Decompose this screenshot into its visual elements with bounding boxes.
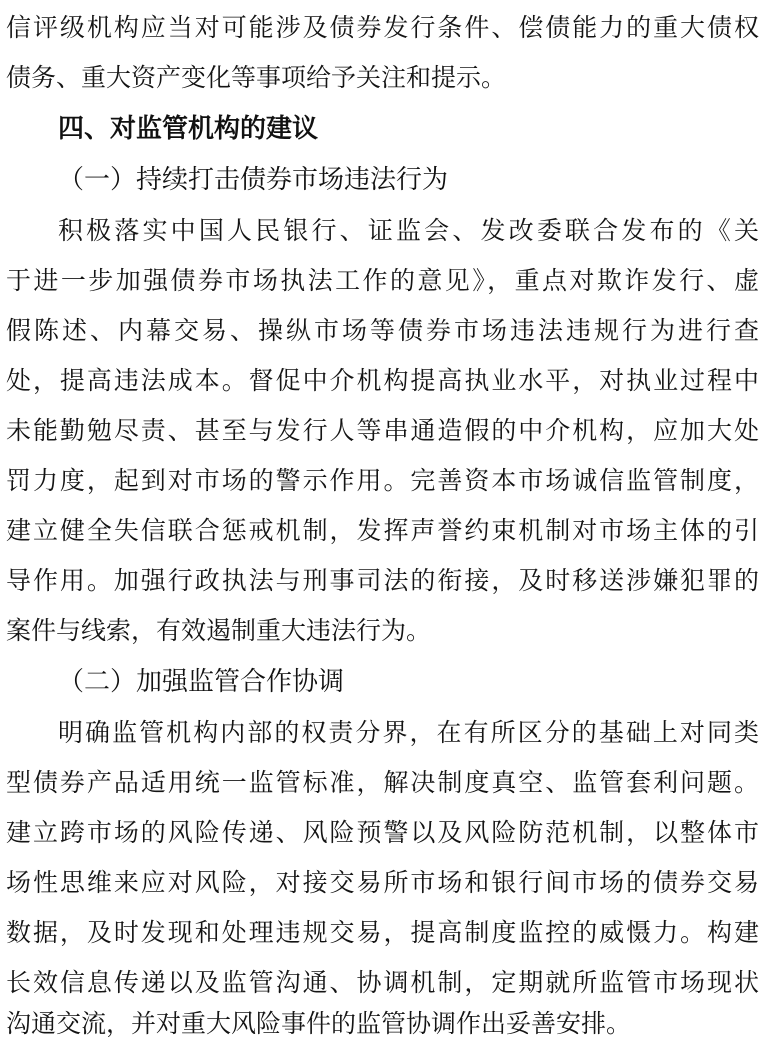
paragraph-line: 长效信息传递以及监管沟通、协调机制，定期就所监管市场现状 — [6, 968, 759, 997]
paragraph-line: 未能勤勉尽责、甚至与发行人等串通造假的中介机构，应加大处 — [6, 416, 759, 445]
paragraph-line: 于进一步加强债券市场执法工作的意见》，重点对欺诈发行、虚 — [6, 266, 759, 295]
paragraph-line: 处，提高违法成本。督促中介机构提高执业水平，对执业过程中 — [6, 366, 759, 395]
section-heading-four: 四、对监管机构的建议 — [58, 114, 319, 144]
paragraph-line: 罚力度，起到对市场的警示作用。完善资本市场诚信监管制度， — [6, 466, 759, 495]
paragraph-line: 建立跨市场的风险传递、风险预警以及风险防范机制，以整体市 — [6, 818, 759, 847]
intro-line: 信评级机构应当对可能涉及债券发行条件、偿债能力的重大债权 — [6, 13, 759, 42]
paragraph-line: 假陈述、内幕交易、操纵市场等债券市场违法违规行为进行查 — [6, 316, 759, 345]
paragraph-line: 案件与线索，有效遏制重大违法行为。 — [6, 616, 432, 645]
paragraph-line: 建立健全失信联合惩戒机制，发挥声誉约束机制对市场主体的引 — [6, 516, 759, 545]
paragraph-line: 导作用。加强行政执法与刑事司法的衔接，及时移送涉嫌犯罪的 — [6, 566, 759, 595]
intro-line: 债务、重大资产变化等事项给予关注和提示。 — [6, 63, 507, 92]
subsection-heading-two: （二）加强监管合作协调 — [58, 667, 345, 697]
subsection-heading-one: （一）持续打击债券市场违法行为 — [58, 165, 449, 195]
paragraph-line: 场性思维来应对风险，对接交易所市场和银行间市场的债券交易 — [6, 868, 759, 897]
paragraph-line: 型债券产品适用统一监管标准，解决制度真空、监管套利问题。 — [6, 768, 759, 797]
paragraph-line: 积极落实中国人民银行、证监会、发改委联合发布的《关 — [58, 216, 759, 245]
paragraph-line: 沟通交流，并对重大风险事件的监管协调作出妥善安排。 — [6, 1009, 632, 1038]
paragraph-line: 明确监管机构内部的权责分界，在有所区分的基础上对同类 — [58, 718, 759, 747]
paragraph-line: 数据，及时发现和处理违规交易，提高制度监控的威慑力。构建 — [6, 918, 759, 947]
